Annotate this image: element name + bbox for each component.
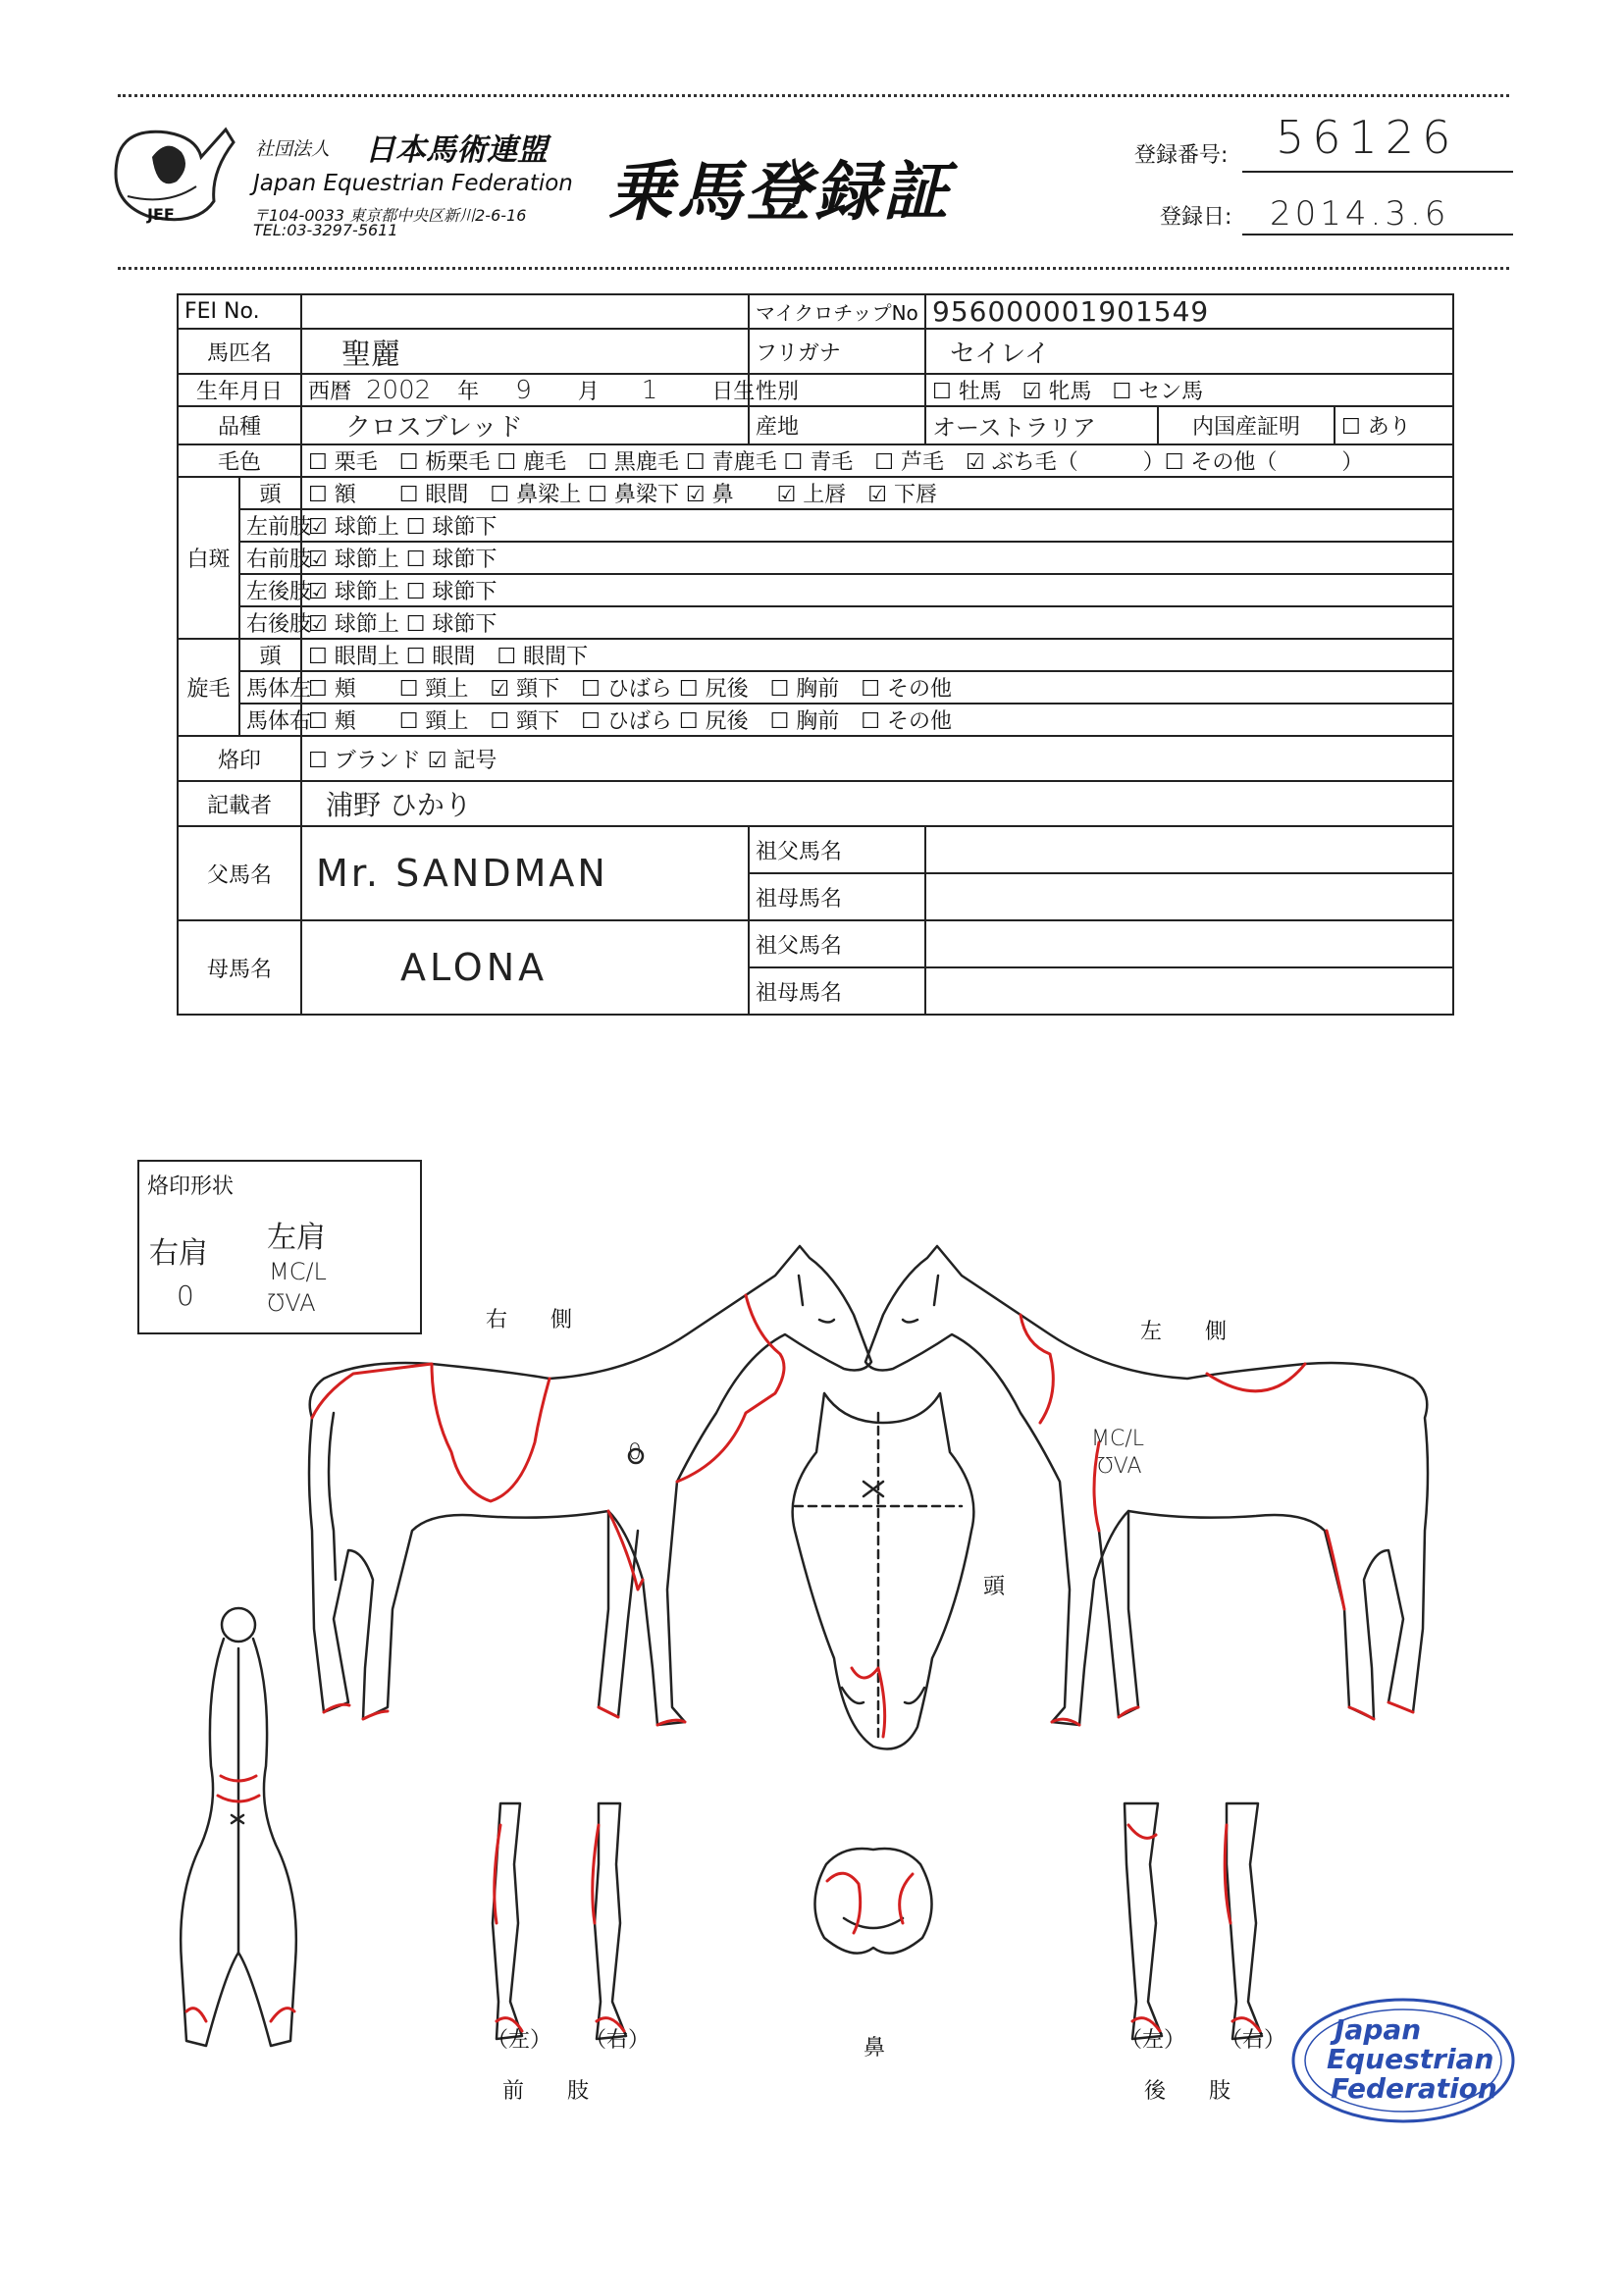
brand-right-mark: 0 [177,1279,194,1312]
row-dob [178,374,1453,406]
red-markings [186,1295,1413,2031]
sex-option-mare[interactable]: ☑ 牝馬 [1021,380,1092,404]
whorl-body-left-options[interactable]: ☐ 頬 ☐ 頸上 ☑ 頸下 ☐ ひばら ☐ 尻後 ☐ 胸前 ☐ その他 [301,671,1453,704]
whorl-body-right-options[interactable]: ☐ 頬 ☐ 頸上 ☐ 頸下 ☐ ひばら ☐ 尻後 ☐ 胸前 ☐ その他 [301,704,1453,736]
whorl-head-options[interactable]: ☐ 眼間上 ☐ 眼間 ☐ 眼間下 [301,639,1453,671]
dob-day-unit: 日生 [711,380,756,404]
org-name-en: Japan Equestrian Federation [253,171,573,196]
sire-granddam-value[interactable] [925,873,1453,920]
furigana-value[interactable]: セイレイ [925,329,1453,374]
reg-date: 2014.3.6 [1270,194,1450,234]
white-label: 白斑 [178,477,239,639]
brand-right-shoulder: 右肩 [149,1236,208,1271]
top-view-drawing [181,1608,296,2046]
sire-value[interactable]: Mr. SANDMAN [301,826,749,920]
row-sire-1 [178,826,1453,873]
dob-label: 生年月日 [178,374,301,406]
origin-value[interactable]: オーストラリア [925,406,1158,444]
org-address: 〒104-0033 東京都中央区新川2-6-16 [253,206,527,225]
recorder-value[interactable]: 浦野 ひかり [301,781,1453,826]
right-side-label: 右 側 [486,1308,573,1332]
white-right-hind-options[interactable]: ☑ 球節上 ☐ 球節下 [301,606,1453,639]
white-part-left-fore: 左前肢 [239,509,301,542]
jef-logo-icon [116,130,234,220]
dob-month-unit: 月 [577,380,600,404]
org-tel: TEL:03-3297-5611 [253,221,398,239]
row-whorl-left [178,671,1453,704]
name-label: 馬匹名 [178,329,301,374]
name-value[interactable]: 聖麗 [301,329,749,374]
white-part-left-hind: 左後肢 [239,574,301,606]
sire-granddam-label: 祖母馬名 [749,873,925,920]
nose-label: 鼻 [864,2036,886,2061]
hindlegs-drawing [1125,1803,1262,2039]
dob-month: 9 [515,376,532,405]
reg-date-underline [1242,234,1513,235]
sire-grandsire-label: 祖父馬名 [749,826,925,873]
white-right-fore-options[interactable]: ☑ 球節上 ☐ 球節下 [301,542,1453,574]
fore-left-label: （左） [487,2028,552,2053]
recorder-label: 記載者 [178,781,301,826]
dam-grandsire-value[interactable] [925,920,1453,967]
reg-number: 56126 [1276,111,1459,164]
brand-shape-title: 烙印形状 [147,1174,235,1199]
org-type: 社団法人 [255,138,331,160]
whorl-part-body-left: 馬体左 [239,671,301,704]
sire-grandsire-value[interactable] [925,826,1453,873]
reg-number-underline [1242,171,1513,173]
nose-drawing [814,1849,931,1954]
dob-day: 1 [641,376,658,405]
white-part-right-hind: 右後肢 [239,606,301,639]
domestic-cert-option[interactable]: ☐ あり [1335,406,1453,444]
sex-options [925,374,1453,406]
sex-option-stallion[interactable]: ☐ 牡馬 [932,380,1002,404]
registration-table [177,293,1454,1016]
row-white-lf [178,509,1453,542]
brand-options[interactable]: ☐ ブランド ☑ 記号 [301,736,1453,781]
fore-right-label: （右） [585,2028,651,2053]
whorl-part-body-right: 馬体右 [239,704,301,736]
row-brand [178,736,1453,781]
head-front-drawing [793,1393,974,1749]
white-part-head: 頭 [239,477,301,509]
dam-granddam-value[interactable] [925,967,1453,1015]
sex-option-gelding[interactable]: ☐ セン馬 [1112,380,1204,404]
forelimb-label: 前 肢 [502,2079,590,2104]
white-head-options[interactable]: ☐ 額 ☐ 眼間 ☐ 鼻梁上 ☐ 鼻梁下 ☑ 鼻 ☑ 上唇 ☑ 下唇 [301,477,1453,509]
brand-shape-box [137,1160,422,1334]
whorl-label: 旋毛 [178,639,239,736]
row-whorl-head [178,639,1453,671]
brand-left-shoulder: 左肩 [267,1221,326,1255]
white-left-hind-options[interactable]: ☑ 球節上 ☐ 球節下 [301,574,1453,606]
row-white-rh [178,606,1453,639]
header-dotted-rule [118,267,1509,270]
horse-left-mark-1: MC/L [1091,1427,1145,1451]
dob-value[interactable] [301,374,756,406]
org-name-jp: 日本馬術連盟 [365,132,548,168]
white-part-right-fore: 右前肢 [239,542,301,574]
fei-label: FEI No. [178,294,301,329]
stamp-line-3: Federation [1331,2072,1497,2105]
hind-left-label: （左） [1121,2028,1186,2053]
dam-value[interactable]: ALONA [301,920,749,1015]
row-white-head [178,477,1453,509]
domestic-cert-label: 内国産証明 [1158,406,1335,444]
row-breed [178,406,1453,444]
fei-value[interactable] [301,294,749,329]
dam-grandsire-label: 祖父馬名 [749,920,925,967]
stamp-line-1: Japan [1335,2013,1422,2046]
coat-label: 毛色 [178,444,301,477]
dam-granddam-label: 祖母馬名 [749,967,925,1015]
origin-label: 産地 [749,406,925,444]
dob-era: 西暦 [308,380,352,404]
row-recorder [178,781,1453,826]
breed-label: 品種 [178,406,301,444]
whorl-part-head: 頭 [239,639,301,671]
dob-year: 2002 [366,376,432,405]
hindlimb-label: 後 肢 [1144,2079,1231,2104]
brand-label: 烙印 [178,736,301,781]
row-coat [178,444,1453,477]
horse-right-mark: 0 [628,1440,642,1465]
row-white-lh [178,574,1453,606]
sire-label: 父馬名 [178,826,301,920]
brand-left-mark-2: ℧VA [267,1289,316,1317]
page-title: 乗馬登録証 [608,154,952,230]
forelegs-drawing [493,1803,626,2039]
row-whorl-right [178,704,1453,736]
coat-options[interactable]: ☐ 栗毛 ☐ 栃栗毛 ☐ 鹿毛 ☐ 黒鹿毛 ☐ 青鹿毛 ☐ 青毛 ☐ 芦毛 ☑ ぶち毛（ ）☐ その他（ ） [301,444,1453,477]
furigana-label: フリガナ [749,329,925,374]
hind-right-label: （右） [1221,2028,1286,2053]
row-white-rf [178,542,1453,574]
logo-text: JEF [147,205,175,224]
row-fei [178,294,1453,329]
reg-date-label: 登録日: [1160,205,1232,230]
top-dotted-rule [118,94,1509,97]
row-dam-1 [178,920,1453,967]
brand-left-mark-1: MC/L [269,1258,327,1285]
dob-year-unit: 年 [457,380,480,404]
stamp-line-2: Equestrian [1327,2043,1494,2075]
left-side-label: 左 側 [1140,1320,1228,1344]
row-name [178,329,1453,374]
white-left-fore-options[interactable]: ☑ 球節上 ☐ 球節下 [301,509,1453,542]
sex-label: 性別 [749,374,925,406]
dam-label: 母馬名 [178,920,301,1015]
head-label: 頭 [983,1575,1006,1599]
microchip-value[interactable]: 956000001901549 [925,294,1453,329]
horse-left-mark-2: ℧VA [1097,1454,1142,1479]
breed-value[interactable]: クロスブレッド [301,406,749,444]
microchip-label: マイクロチップNo [749,294,925,329]
reg-number-label: 登録番号: [1134,143,1229,168]
